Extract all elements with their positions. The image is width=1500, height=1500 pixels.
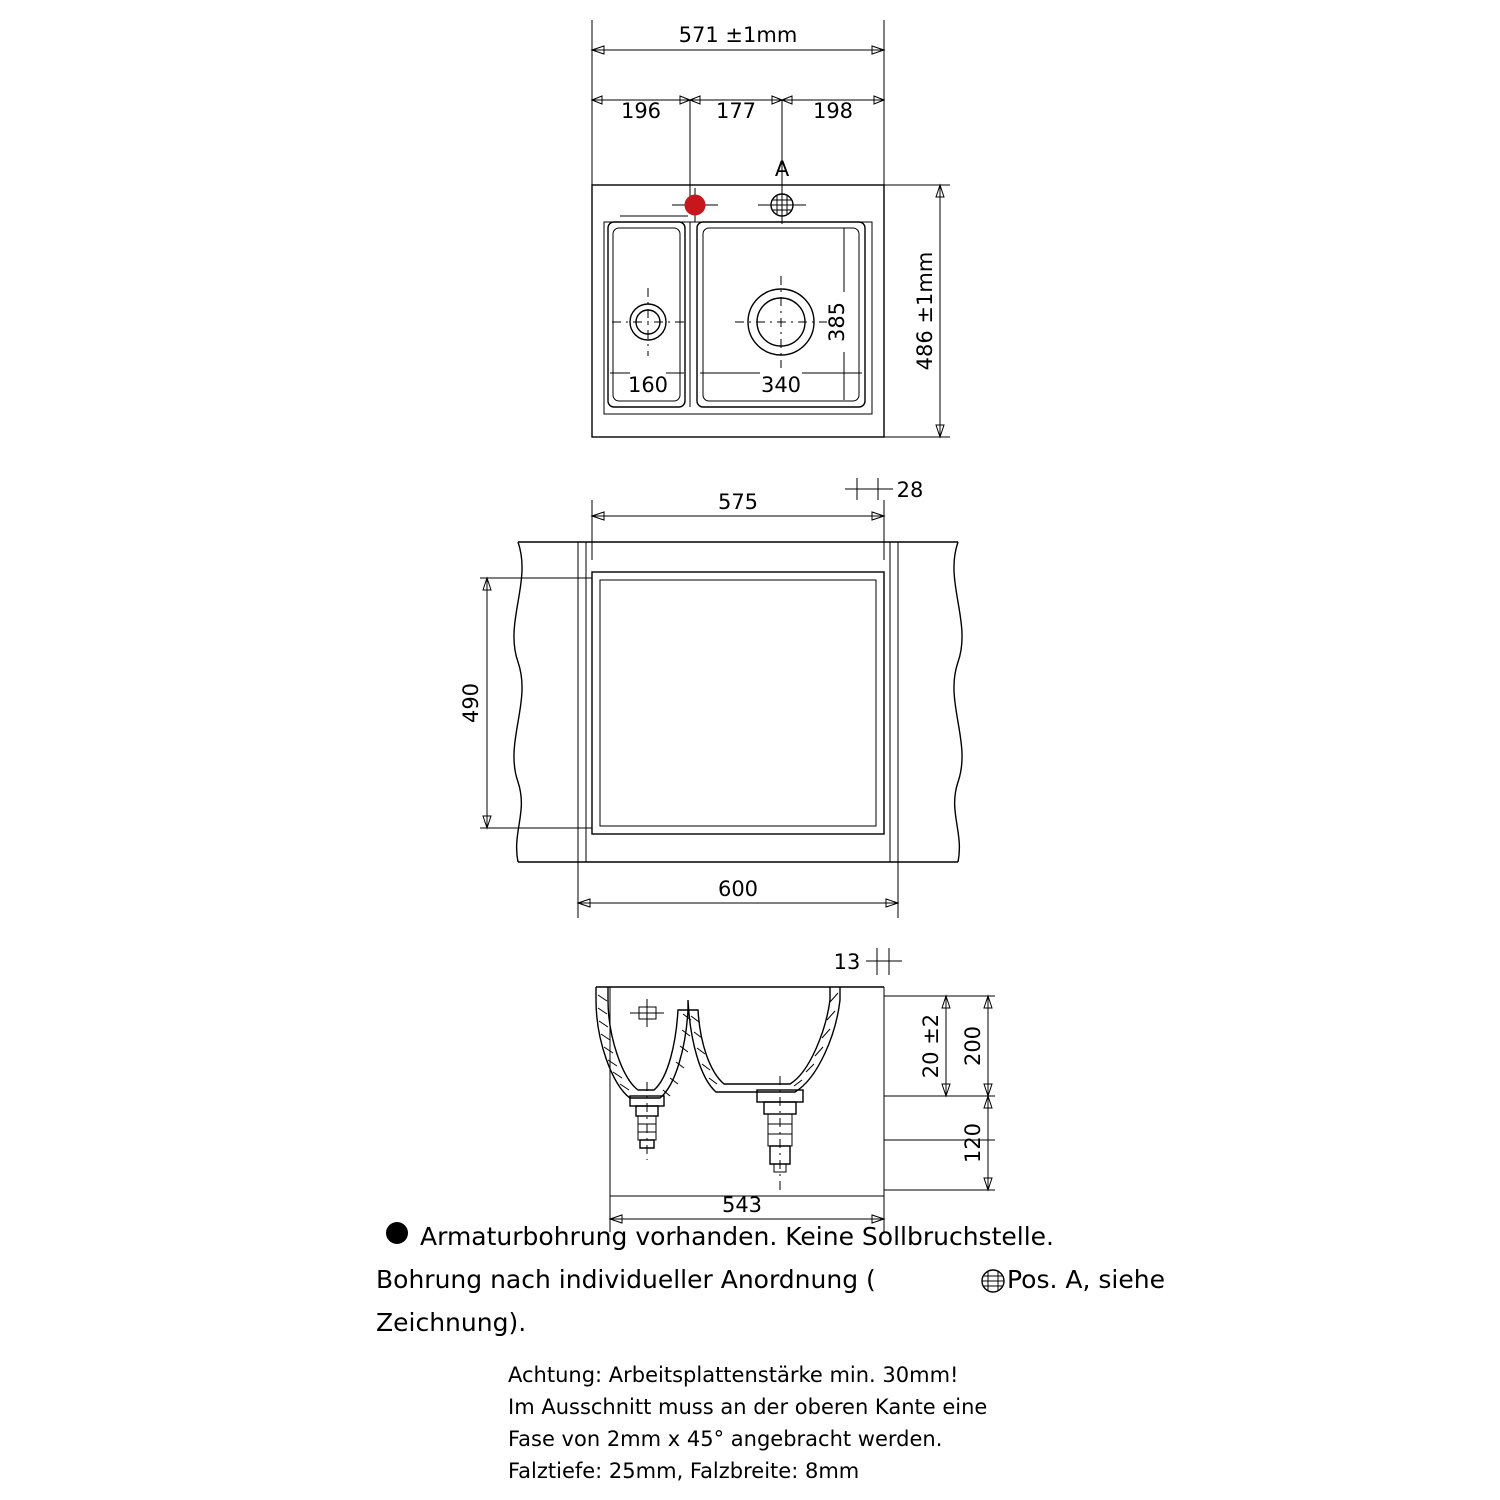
- dim-seg-mid-label: 177: [715, 99, 757, 123]
- dim-bottom-width-label: 543: [721, 1193, 763, 1217]
- section-tap-hole-icon: [630, 999, 664, 1027]
- attention-line-3: Fase von 2mm x 45° angebracht werden.: [508, 1427, 943, 1451]
- dim-seg-right-label: 198: [812, 99, 854, 123]
- dim-bowl-small-width-label: 160: [627, 373, 669, 397]
- top-view: [592, 20, 950, 437]
- dim-seg-left-label: 196: [620, 99, 662, 123]
- section-view: [596, 948, 995, 1232]
- dim-edge-distance-label: 28: [896, 478, 924, 502]
- tap-hole-existing-icon: [672, 188, 718, 222]
- note-line-2a: Bohrung nach individueller Anordnung (: [376, 1265, 876, 1294]
- attention-line-4: Falztiefe: 25mm, Falzbreite: 8mm: [508, 1459, 860, 1483]
- note-line-1: Armaturbohrung vorhanden. Keine Sollbruchstelle.: [420, 1222, 1054, 1251]
- dim-bowl-depths: [884, 996, 995, 1190]
- dim-edge-distance: [845, 478, 923, 502]
- tap-hole-position-a-icon: [758, 186, 806, 224]
- attention-line-2: Im Ausschnitt muss an der oberen Kante eine: [508, 1395, 988, 1419]
- dim-wall-thickness-label: 13: [833, 950, 861, 974]
- note-line-2b: Pos. A, siehe: [1007, 1265, 1165, 1294]
- dim-wall-thickness: [834, 948, 902, 975]
- dim-bowl-large-depth-label: 385: [825, 301, 849, 343]
- dim-overall-depth-label: 486 ±1mm: [913, 251, 937, 371]
- note-line-3: Zeichnung).: [376, 1308, 527, 1337]
- dim-cabinet-width: [578, 862, 898, 918]
- hole-symbol-icon: [982, 1270, 1004, 1292]
- cutout-view: [459, 478, 962, 918]
- dim-cutout-width-label: 575: [717, 490, 759, 514]
- drain-large-bowl: [735, 276, 827, 368]
- hole-position-a-label: A: [774, 157, 790, 181]
- dim-bowl-large-width-label: 340: [760, 373, 802, 397]
- notes-block: [376, 1222, 1165, 1483]
- section-drain-large: [757, 1076, 803, 1190]
- dim-cabinet-width-label: 600: [717, 877, 759, 901]
- dim-bowl-depth-small-label: 20 ±2: [919, 1013, 943, 1079]
- bullet-marker-icon: [386, 1222, 408, 1244]
- drain-small-bowl: [612, 288, 684, 356]
- dim-overall-width-label: 571 ±1mm: [678, 23, 798, 47]
- dim-overall-depth: [884, 185, 950, 437]
- dim-cutout-depth-label: 490: [459, 682, 483, 724]
- dim-cutout-depth: [459, 578, 592, 828]
- attention-line-1: Achtung: Arbeitsplattenstärke min. 30mm!: [508, 1363, 959, 1387]
- dim-drain-height-label: 120: [961, 1122, 985, 1164]
- dim-bowl-depth-large-label: 200: [961, 1025, 985, 1067]
- dim-cutout-width: [592, 490, 884, 560]
- section-drain-small: [630, 1082, 664, 1160]
- dim-bowl-widths: [610, 373, 862, 397]
- section-hatching: [598, 993, 838, 1096]
